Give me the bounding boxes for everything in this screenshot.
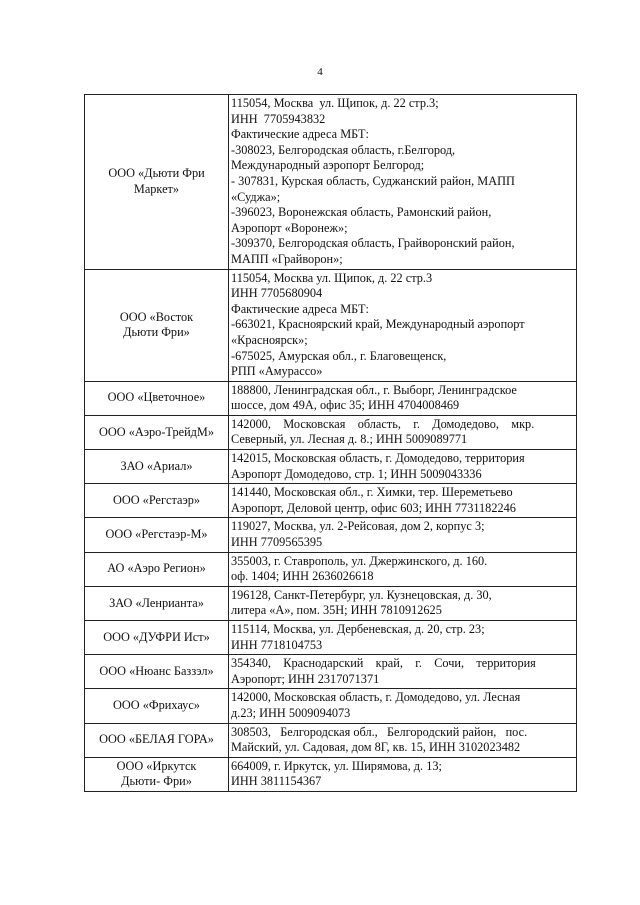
address-line: 142000, Московская область, г. Домодедово, мкр. — [231, 416, 535, 431]
organization-name-cell — [85, 552, 229, 586]
address-line: оф. 1404; ИНН 2636026618 — [231, 569, 374, 584]
address-line: ИНН 7718104753 — [231, 637, 323, 652]
address-cell — [229, 757, 577, 791]
organization-name-cell — [85, 95, 229, 270]
organization-name-line: Дьюти Фри» — [123, 325, 190, 340]
organization-name-cell — [85, 586, 229, 620]
organization-name-line: ООО «Нюанс Баззэл» — [99, 663, 214, 678]
address-line: 115054, Москва ул. Щипок, д. 22 стр.3; — [231, 96, 439, 110]
organization-name-line: ООО «ДУФРИ Ист» — [103, 629, 210, 644]
address-line: ИНН 7705680904 — [231, 286, 323, 301]
address-line: 142000, Московская область, г. Домодедово, ул. Лесная — [231, 690, 521, 705]
organization-name-line: ЗАО «Ариал» — [120, 458, 193, 473]
address-line: 188800, Ленинградская обл., г. Выборг, Ленинградское — [231, 382, 517, 397]
address-line: МАПП «Грайворон»; — [231, 251, 343, 266]
organization-name-line: ООО «Регстаэр» — [112, 493, 201, 508]
address-line: Аэропорт; ИНН 2317071371 — [231, 671, 380, 686]
organization-name-cell — [85, 484, 229, 518]
address-cell — [229, 269, 577, 381]
address-line: 115114, Москва, ул. Дербеневская, д. 20, стр. 23; — [231, 622, 485, 636]
organization-name-cell — [85, 621, 229, 655]
address-cell — [229, 586, 577, 620]
organization-name-line: ООО «Аэро-ТрейдМ» — [99, 424, 214, 439]
address-line: ИНН 7709565395 — [231, 535, 323, 550]
table-row — [85, 757, 577, 791]
page-number: 4 — [317, 66, 323, 78]
address-line: 141440, Московская обл., г. Химки, тер. Шереметьево — [231, 485, 513, 500]
address-line: 355003, г. Ставрополь, ул. Джержинского, д. 160. — [231, 553, 488, 568]
address-line: Фактические адреса МБТ: — [231, 301, 369, 316]
address-line: -663021, Красноярский край, Международный аэропорт — [231, 317, 525, 332]
organization-name-cell — [85, 450, 229, 484]
table-row — [85, 95, 577, 270]
organization-name-cell — [85, 415, 229, 449]
address-cell — [229, 518, 577, 552]
table-row — [85, 518, 577, 552]
table-row — [85, 621, 577, 655]
address-cell — [229, 450, 577, 484]
address-line: -309370, Белгородская область, Грайворонский район, — [231, 236, 515, 251]
address-cell — [229, 415, 577, 449]
organization-name-line: Дьюти- Фри» — [121, 774, 192, 789]
organization-name-cell — [85, 518, 229, 552]
address-line: 308503, Белгородская обл., Белгородский район, пос. — [231, 724, 528, 739]
organization-name-line: Маркет» — [133, 181, 180, 196]
organization-name-cell — [85, 689, 229, 723]
address-line: шоссе, дом 49А, офис 35; ИНН 4704008469 — [231, 398, 460, 413]
table-row — [85, 415, 577, 449]
address-line: -675025, Амурская обл., г. Благовещенск, — [231, 348, 447, 363]
table-row — [85, 484, 577, 518]
address-line: Фактические адреса МБТ: — [231, 127, 369, 142]
address-cell — [229, 723, 577, 757]
table-body — [85, 95, 577, 792]
address-line: д.23; ИНН 5009094073 — [231, 705, 351, 720]
table-row — [85, 689, 577, 723]
address-line: 664009, г. Иркутск, ул. Ширямова, д. 13; — [231, 758, 442, 773]
address-line: 142015, Московская область, г. Домодедово, территория — [231, 451, 525, 466]
organization-name-line: ООО «Цветочное» — [107, 390, 206, 405]
organization-name-line: АО «Аэро Регион» — [107, 561, 206, 576]
address-line: ИНН 7705943832 — [231, 111, 326, 126]
address-cell — [229, 381, 577, 415]
organization-name-line: ООО «Восток — [119, 309, 194, 324]
organization-name-cell — [85, 723, 229, 757]
address-line: Аэропорт Домодедово, стр. 1; ИНН 5009043336 — [231, 466, 482, 481]
table-row — [85, 586, 577, 620]
address-cell — [229, 552, 577, 586]
organization-name-line: ООО «Иркутск — [116, 758, 197, 773]
address-cell — [229, 655, 577, 689]
address-line: «Суджа»; — [231, 189, 281, 204]
address-line: Аэропорт, Деловой центр, офис 603; ИНН 7731182246 — [231, 500, 516, 515]
address-line: Майский, ул. Садовая, дом 8Г, кв. 15, ИНН 3102023482 — [231, 740, 521, 755]
address-line: РПП «Амурассо» — [231, 364, 323, 379]
organization-name-cell — [85, 269, 229, 381]
organization-name-line: ООО «Дьюти Фри — [108, 166, 205, 181]
address-line: Северный, ул. Лесная д. 8.; ИНН 5009089771 — [231, 432, 468, 447]
organization-name-line: ООО «Регстаэр-М» — [105, 527, 208, 542]
address-line: 115054, Москва ул. Щипок, д. 22 стр.3 — [231, 270, 433, 285]
organization-name-line: ЗАО «Ленрианта» — [109, 595, 204, 610]
organization-name-cell — [85, 757, 229, 791]
address-line: 119027, Москва, ул. 2-Рейсовая, дом 2, корпус 3; — [231, 519, 485, 534]
table-row — [85, 723, 577, 757]
address-line: литера «А», пом. 35Н; ИНН 7810912625 — [231, 603, 442, 618]
duty-free-operators-table — [84, 94, 577, 792]
table-row — [85, 450, 577, 484]
organization-name-cell — [85, 381, 229, 415]
table-row — [85, 269, 577, 381]
address-line: -308023, Белгородская область, г.Белгород, — [231, 142, 456, 157]
organization-name-cell — [85, 655, 229, 689]
address-line: Международный аэропорт Белгород; — [231, 158, 425, 173]
address-line: 354340, Краснодарский край, г. Сочи, территория — [231, 656, 536, 671]
address-line: Аэропорт «Воронеж»; — [231, 220, 348, 235]
organization-name-line: ООО «БЕЛАЯ ГОРА» — [99, 732, 214, 747]
address-line: 196128, Санкт-Петербург, ул. Кузнецовская, д. 30, — [231, 587, 492, 602]
table-row — [85, 381, 577, 415]
table-row — [85, 655, 577, 689]
address-cell — [229, 621, 577, 655]
address-cell — [229, 484, 577, 518]
table-row — [85, 552, 577, 586]
organization-name-line: ООО «Фрихаус» — [113, 698, 200, 713]
address-cell — [229, 95, 577, 270]
address-line: - 307831, Курская область, Суджанский район, МАПП — [231, 173, 515, 188]
address-line: «Красноярск»; — [231, 332, 308, 347]
address-line: ИНН 3811154367 — [231, 774, 322, 789]
address-line: -396023, Воронежская область, Рамонский район, — [231, 205, 492, 220]
address-cell — [229, 689, 577, 723]
